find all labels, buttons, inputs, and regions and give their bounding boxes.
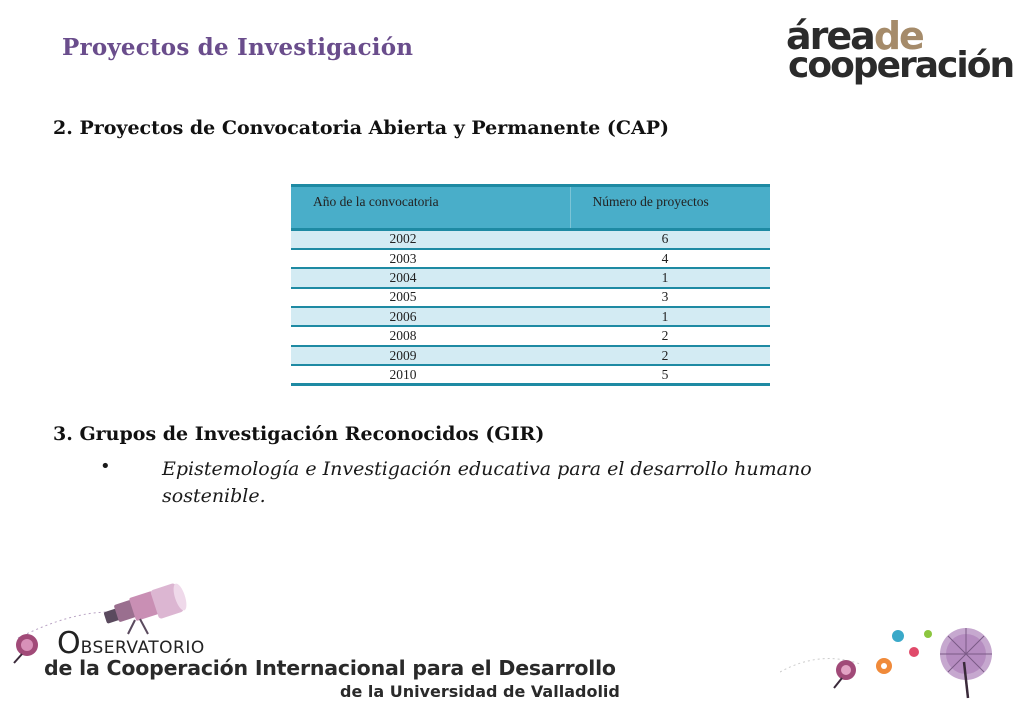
cell-year: 2003 bbox=[291, 249, 570, 268]
table-row bbox=[291, 346, 770, 365]
cell-count: 1 bbox=[570, 307, 770, 326]
cell-year: 2009 bbox=[291, 346, 570, 365]
cell-year: 2002 bbox=[291, 230, 570, 249]
column-header-count: Número de proyectos bbox=[570, 186, 770, 230]
table-row bbox=[291, 288, 770, 307]
observatorio-initial: O bbox=[57, 626, 81, 661]
logo-word-cooperacion: cooperación bbox=[788, 45, 1014, 86]
page-title: Proyectos de Investigación bbox=[62, 34, 414, 61]
table-row bbox=[291, 268, 770, 287]
table-row bbox=[291, 249, 770, 268]
cell-count: 4 bbox=[570, 249, 770, 268]
section-heading-gir: 3. Grupos de Investigación Reconocidos (GIR) bbox=[53, 423, 545, 445]
logo-word-de: de bbox=[873, 14, 923, 58]
cell-year: 2006 bbox=[291, 307, 570, 326]
cell-year: 2008 bbox=[291, 326, 570, 345]
cell-year: 2010 bbox=[291, 365, 570, 384]
logo-word-area: área bbox=[786, 14, 874, 58]
observatorio-university: de la Universidad de Valladolid bbox=[340, 682, 620, 701]
list-item-text: Epistemología e Investigación educativa para el desarrollo humano sostenible. bbox=[162, 458, 812, 507]
area-de-cooperacion-logo bbox=[782, 14, 1014, 90]
cell-year: 2004 bbox=[291, 268, 570, 287]
cell-year: 2005 bbox=[291, 288, 570, 307]
cell-count: 3 bbox=[570, 288, 770, 307]
table-row bbox=[291, 307, 770, 326]
cell-count: 6 bbox=[570, 230, 770, 249]
observatorio-logo bbox=[10, 582, 650, 702]
cell-count: 2 bbox=[570, 346, 770, 365]
bullet-icon: • bbox=[100, 456, 111, 477]
cell-count: 5 bbox=[570, 365, 770, 384]
table-row bbox=[291, 230, 770, 249]
column-header-year: Año de la convocatoria bbox=[291, 186, 570, 230]
cap-projects-table bbox=[291, 184, 770, 386]
dandelion-icon bbox=[10, 630, 44, 664]
table-header-row bbox=[291, 186, 770, 230]
flower-decoration-icon bbox=[780, 620, 1010, 700]
observatorio-rest: BSERVATORIO bbox=[80, 638, 205, 658]
section-heading-cap: 2. Proyectos de Convocatoria Abierta y Permanente (CAP) bbox=[53, 117, 669, 139]
cell-count: 2 bbox=[570, 326, 770, 345]
cell-count: 1 bbox=[570, 268, 770, 287]
table-row bbox=[291, 326, 770, 345]
observatorio-subtitle: de la Cooperación Internacional para el Desarrollo bbox=[44, 656, 616, 680]
table-row bbox=[291, 365, 770, 384]
